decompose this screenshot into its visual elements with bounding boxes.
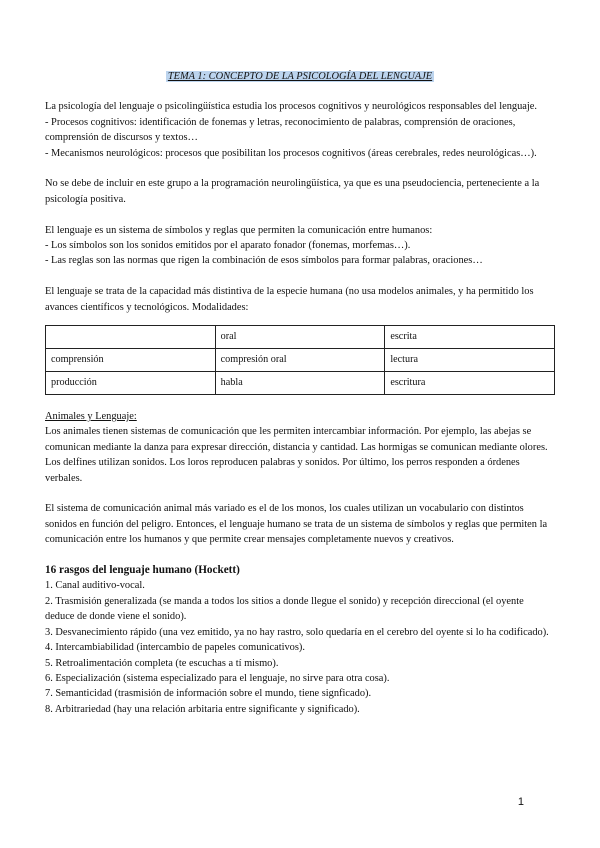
rasgos-list bbox=[45, 578, 555, 717]
table-row bbox=[46, 349, 555, 372]
list-item: 8. Arbitrariedad (hay una relación arbitaria entre significante y significado). bbox=[45, 703, 360, 715]
table-cell bbox=[46, 326, 216, 349]
table-cell: escrita bbox=[385, 326, 555, 349]
list-item: 7. Semanticidad (trasmisión de información sobre el mundo, tiene signficado). bbox=[45, 688, 372, 700]
list-item: 1. Canal auditivo-vocal. bbox=[45, 580, 145, 592]
neuro-paragraph: No se debe de incluir en este grupo a la programación neurolingüística, ya que es una pseudociencia, perteneciente a la psicología positiva. bbox=[45, 178, 540, 205]
animales-text: Los animales tienen sistemas de comunicación que les permiten intercambiar información. Por ejemplo, las abejas se comunican mediante la danza para expresar dirección, distancia y cantidad. Las hormigas se comunican mediante olores. Los delfines utilizan sonidos. Los loros reproducen palabras y sonidos. Por último, los perros responden a órdenes verbales. bbox=[45, 426, 548, 484]
sistema-line-1: El lenguaje es un sistema de símbolos y reglas que permiten la comunicación entre humanos: bbox=[45, 224, 433, 236]
rasgos-heading: 16 rasgos del lenguaje humano (Hockett) bbox=[45, 564, 240, 577]
animales-paragraph bbox=[45, 409, 555, 486]
intro-paragraph bbox=[45, 99, 555, 161]
table-cell: escritura bbox=[385, 372, 555, 395]
sistema-line-2: - Los símbolos son los sonidos emitidos por el aparato fonador (fonemas, morfemas…). bbox=[45, 240, 411, 252]
table-header-row bbox=[46, 326, 555, 349]
table-cell: oral bbox=[215, 326, 385, 349]
list-item: 6. Especialización (sistema especializado para el lenguaje, no sirve para otra cosa). bbox=[45, 672, 390, 684]
table-row bbox=[46, 372, 555, 395]
list-item: 5. Retroalimentación completa (te escuchas a tí mismo). bbox=[45, 657, 279, 669]
table-cell: comprensión bbox=[46, 349, 216, 372]
list-item: 4. Intercambiabilidad (intercambio de papeles comunicativos). bbox=[45, 642, 305, 654]
table-cell: habla bbox=[215, 372, 385, 395]
list-item: 2. Trasmisión generalizada (se manda a todos los sitios a donde llegue el sonido) y recepción direccional (el oyente deduce de donde viene el sonido). bbox=[45, 595, 524, 623]
monos-paragraph: El sistema de comunicación animal más variado es el de los monos, los cuales utilizan un vocabulario con distintos sonidos en función del peligro. Entonces, el lenguaje humano se trata de un sistema de símbolos y reglas que permiten la comunicación entre los humanos y que permite crear mensajes completamente nuevos y creativos. bbox=[45, 503, 548, 546]
page-content bbox=[45, 69, 555, 717]
sistema-paragraph bbox=[45, 223, 555, 269]
table-cell: compresión oral bbox=[215, 349, 385, 372]
animales-heading: Animales y Lenguaje: bbox=[45, 411, 137, 423]
intro-line-3: - Mecanismos neurológicos: procesos que posibilitan los procesos cognitivos (áreas cerebrales, redes neurológicas…). bbox=[45, 147, 537, 159]
table-cell: producción bbox=[46, 372, 216, 395]
intro-line-2: - Procesos cognitivos: identificación de fonemas y letras, reconocimiento de palabras, comprensión de oraciones, comprensión de discursos y textos… bbox=[45, 116, 516, 144]
intro-line-1: La psicología del lenguaje o psicolingüística estudia los procesos cognitivos y neurológicos responsables del lenguaje. bbox=[45, 101, 537, 113]
document-title bbox=[45, 69, 555, 84]
page-number: 1 bbox=[517, 796, 524, 808]
table-cell: lectura bbox=[385, 349, 555, 372]
sistema-line-3: - Las reglas son las normas que rigen la combinación de esos símbolos para formar palabras, oraciones… bbox=[45, 255, 483, 267]
modalidades-table bbox=[45, 325, 555, 395]
list-item: 3. Desvanecimiento rápido (una vez emitido, ya no hay rastro, solo quedaría en el cerebro del oyente si lo ha codificado). bbox=[45, 626, 549, 638]
rasgos-section bbox=[45, 563, 555, 717]
title-text: TEMA 1: CONCEPTO DE LA PSICOLOGÍA DEL LENGUAJE bbox=[167, 71, 433, 82]
capacidad-paragraph: El lenguaje se trata de la capacidad más distintiva de la especie humana (no usa modelos animales, y ha permitido los avances científicos y tecnológicos. Modalidades: bbox=[45, 286, 534, 313]
